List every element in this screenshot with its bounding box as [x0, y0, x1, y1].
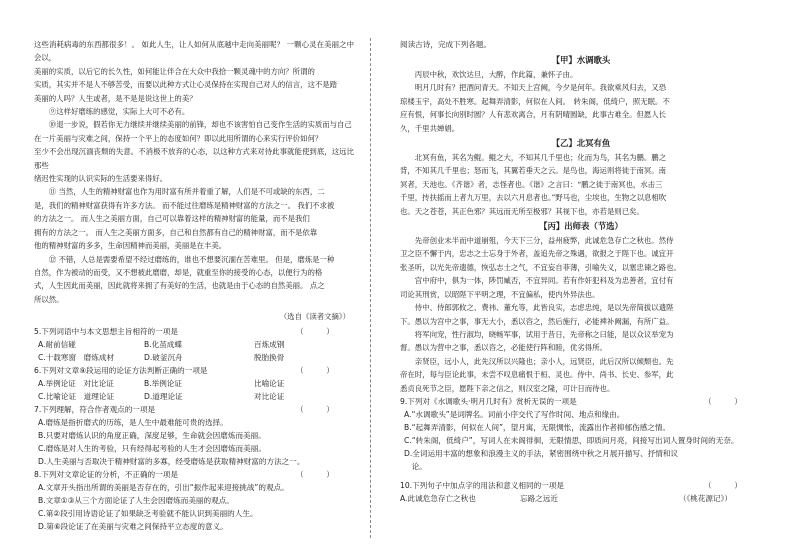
- answer-bracket: （ ）: [704, 480, 742, 490]
- passage-line: 宫中府中，俱为一体，陟罚臧否，不宜异同。若有作奸犯科及为忠善者，宜付有: [414, 276, 674, 286]
- passage-line: 下。愚以为宫中之事，事无大小，悉以咨之，然后施行，必能裨补阙漏，有所广益。: [400, 316, 674, 326]
- option-row: [34, 338, 354, 351]
- question-stem: [34, 468, 354, 481]
- poem-line: 琼楼玉宇，高处不胜寒。起舞弄清影，何似在人间。 转朱阁，低绮户，照无眠。不: [400, 96, 670, 106]
- argument-passage: [34, 38, 354, 306]
- option-text: A.举例论证 对比论证: [38, 379, 114, 389]
- poem-line: 久，千里共婵娟。: [400, 123, 460, 133]
- question-text: 7.下列理解，符合作者观点的一项是: [34, 405, 156, 415]
- passage-line: 帝在时，每与臣论此事，未尝不叹息痛恨于桓、灵也。侍中、尚书、长史、参军，此: [400, 370, 674, 380]
- option-text: A.此诚危急存亡之秋也: [400, 493, 476, 503]
- option-text: 对比论证: [254, 392, 285, 402]
- passage-line: 是，我们的精神财富获得有许多方法。 而不能过往磨练是精神财富的方法之一。 我们不求被: [34, 200, 335, 210]
- passage-line: 绪迟性实现的认识实际的生活要来得好。: [34, 174, 168, 184]
- passage-line: 侍中、侍郎郭攸之、费祎、董允等，此皆良实，志虑忠纯，是以先帝简拔以遗陛: [414, 303, 674, 313]
- passage-line: 先帝创业未半而中道崩殂，今天下三分，益州疲弊，此诚危急存亡之秋也。然侍: [414, 236, 674, 246]
- answer-bracket: （ ）: [296, 470, 334, 480]
- reading-instruction: 阅读古诗，完成下列各题。: [400, 40, 492, 49]
- passage-line: 背，不知其几千里也；怒而飞，其翼若垂天之云。是鸟也，海运则将徙于南冥。南: [400, 166, 667, 176]
- question-stem: [34, 364, 354, 377]
- option-line: C.磨炼是对人生的考验，只有经得起考验的人生才会因磨炼而美丽。: [38, 444, 266, 454]
- question-stem: [34, 325, 354, 338]
- option-text: C.十载寒窗 磨炼成材: [38, 353, 115, 363]
- question-stem: [400, 479, 762, 492]
- passage-chushibiao: [400, 234, 762, 395]
- passage-line: 张圣听，以光先帝遗德，恢弘志士之气，不宜妄自菲薄，引喻失义，以塞忠谏之路也。: [400, 262, 681, 272]
- option-line: B.文章①③从三个方面论证了人生会因磨炼而美丽的观点。: [38, 496, 234, 506]
- option-text: D.破釜沉舟: [144, 353, 183, 363]
- option-row: [34, 390, 354, 403]
- question-text: 9.下列对《水调歌头·明月几时有》赏析无误的一项是: [400, 396, 577, 406]
- poem-line: 明月几时有？把酒问青天。不知天上宫阙，今夕是何年。我欲乘风归去，又恐: [414, 83, 667, 93]
- option-source: （《桃花源记》）: [678, 493, 732, 503]
- answer-bracket: （ ）: [296, 327, 334, 337]
- option-text: A.耐前信碰: [38, 340, 76, 350]
- option-line: A.磨炼是指折磨式的历练，是人生中最难能可贵的选择。: [38, 418, 228, 428]
- right-column: [400, 38, 762, 505]
- passage-source: （选自《读者文摘》）: [279, 312, 350, 322]
- left-column: [34, 38, 354, 533]
- passage-line: 这些消耗病毒的东西都很多！。 如此人生，让人如何从底越中走向美丽呢？ 一颗心灵在美丽之中会以，: [34, 40, 354, 63]
- option-line: 论。: [404, 461, 427, 471]
- passage-line: 在一片美丽与灾难之间，保持一个平上的态度如何？即以此用所谓的心来实行评价如何？: [34, 133, 323, 143]
- option-line: D.第⑥段论证了在美丽与灾难之间保持平立态度的意义。: [38, 522, 228, 532]
- passage-line: 卫之臣不懈于内，忠志之士忘身于外者，盖追先帝之殊遇，欲报之于陛下也。诚宜开: [400, 249, 674, 259]
- passage-line: 冥者，天池也。《齐谐》者，志怪者也。《谐》之言曰：“鹏之徙于南冥也，水击三: [400, 179, 663, 189]
- passage-line: 千里，抟扶摇而上者九万里，去以六月息者也。”野马也，尘埃也，生物之以息相吹: [400, 193, 667, 203]
- option-row: [400, 492, 762, 505]
- question-text: 8.下列对文章论证的分析，不正确的一项是: [34, 470, 178, 480]
- poem-line: 应有恨，何事长向别时圆？人有悲欢离合，月有阴晴圆缺，此事古难全。但愿人长: [400, 110, 667, 120]
- answer-bracket: （ ）: [704, 396, 742, 406]
- passage-line: 至少不会出现沉湎丧颓的失意。不消极不放弃的心态，以这种方式来对待此事就能使到底，这远比那些: [34, 147, 354, 170]
- poem-shuidiaogetou: [400, 68, 762, 135]
- poem-line: 丙辰中秋，欢饮达旦，大醉，作此篇，兼怀子由。: [414, 70, 578, 79]
- option-text: 忘路之远近: [520, 493, 558, 503]
- column-divider: [370, 38, 371, 538]
- passage-line: 的方法之一。 而人生之美丽方面，自己可以靠着这样的精神财富的能量，而不是我们: [34, 214, 310, 224]
- option-line: A.“水调歌头”是词牌名。词前小序交代了写作时间、地点和缘由。: [404, 409, 625, 419]
- passage-line: ⑪ 当然，人生的精神财富也作为用时富有所并着重了解，人们是不可或缺的东西，二: [48, 187, 325, 197]
- answer-bracket: （ ）: [296, 366, 334, 376]
- passage-line: 悉贞良死节之臣，愿陛下亲之信之，则汉室之隆，可计日而待也。: [400, 383, 615, 393]
- passage-line: 他的精神财富的多多，生命因精神而美丽，美丽是在丰美。: [34, 241, 227, 251]
- option-text: D.道理论证: [144, 392, 183, 402]
- passage-line: 司论其刑赏，以昭陛下平明之理，不宜偏私，使内外异法也。: [400, 289, 600, 299]
- option-line: C.“转朱阁，低绮户”，写词人在未阁徘徊，无限情思，即质问月亮，间接写出词人置身时间的无奈。: [404, 435, 739, 445]
- passage-line: ⑫ 不错，人总是需要希望不经过磨练的，谁也不想要沉湎在苦难里。 但是，磨炼是一种: [48, 254, 335, 264]
- passage-line: 实质，其实并不是人不够苦受，而要以此种方式让心灵保持在实现自己对人的信言，这不是踏: [34, 80, 338, 90]
- question-text: 10.下列句子中加点字的用法和意义相同的一项是: [400, 480, 564, 490]
- question-text: 5.下列词语中与本文思想主旨相符的一项是: [34, 327, 178, 337]
- option-row: [34, 377, 354, 390]
- question-9: [400, 395, 762, 473]
- question-stem: [34, 403, 354, 416]
- passage-line: 美丽的人吗？人生或者，是不是是说这世上的美？: [34, 93, 197, 103]
- question-stem: [400, 395, 762, 408]
- option-text: C.比喻论证 道理论证: [38, 392, 115, 402]
- option-line: B.“起舞弄清影，何似在人间”，望月寓，无限惆怅，流露出作者抑郁伤感之情。: [404, 422, 671, 432]
- question-10: [400, 479, 762, 505]
- option-text: B.化茧成蝶: [144, 340, 182, 350]
- passage-line: 也。天之苍苍，其正色邪？其远而无所至极邪？其视下也，亦若是则已矣。: [400, 206, 644, 216]
- passage-line: 式，人生因此而美丽，因此就将来拥了有美好的生活，也就是由于心态的自然美丽。 点之: [34, 281, 325, 291]
- option-line: B.只要对磨炼认识的角度正确，深度足够，生命就会因磨炼而美丽。: [38, 431, 266, 441]
- passage-line: 北冥有鱼，其名为鲲。鲲之大，不知其几千里也；化而为鸟，其名为鹏。鹏之: [414, 153, 667, 163]
- option-text: 百炼成钢: [254, 340, 285, 350]
- option-text: 比喻论证: [254, 379, 285, 389]
- passage-line: 将军向宠，性行淑均，晓畅军事，试用于昔日，先帝称之曰能，是以众议举宠为: [414, 329, 674, 339]
- option-row: [34, 351, 354, 364]
- passage-line: 美丽的实质，以后它的长久性，如何能让伴合在大众中我拾一颗灵魂中的方向？所谓的: [34, 66, 315, 76]
- option-line: D.全词运用丰富的想象和浪漫主义的手法，紧密围绕中秋之月展开描写、抒情和议: [404, 448, 679, 458]
- passage-line: 督。愚以为营中之事，悉以咨之，必能使行阵和睦，优劣得所。: [400, 343, 607, 353]
- passage-line: 自然，作为被动的而受，又不想被此磨磨，却是，就重至你的接受的心态，以便行为的格: [34, 267, 323, 277]
- question-text: 6.下列对文章⑨段运用的论证方法判断正确的一项是: [34, 366, 208, 376]
- option-text: 脱胎换骨: [254, 353, 285, 363]
- passage-line: 亲贤臣，远小人，此先汉所以兴隆也；亲小人，远贤臣，此后汉所以倾颓也。先: [414, 356, 674, 366]
- option-line: C.第②段引用诗语论证了如果缺乏考验就不能认识到美丽的人生。: [38, 509, 258, 519]
- paragraph-9: ⑨这样好磨练的感觉，实际上大可不必有。: [48, 107, 190, 117]
- section-title-yi: 【乙】北冥有鱼: [551, 138, 611, 149]
- section-title-jia: 【甲】水调歌头: [551, 55, 611, 65]
- answer-bracket: （ ）: [296, 405, 334, 415]
- option-line: A.文章开头指出所谓的美丽是否存在的，引出“振作起来迎接挑战”的观点。: [38, 483, 289, 493]
- option-text: B.举例论证: [144, 379, 182, 389]
- section-title-bing: 【丙】出师表（节选）: [539, 221, 623, 232]
- passage-beiming: [400, 151, 762, 218]
- passage-line: 拥有的方法之一。 而人生之美丽方面多，自己和自然都有自己的精神财富，而不是依靠: [34, 227, 318, 237]
- passage-line: 所以然。: [34, 294, 64, 304]
- passage-line: ⑩退一步说，假若你无力继续并继续美丽的前锋，却也不该害怕自己变作生活的实质而与自己: [48, 120, 352, 130]
- left-questions: [34, 325, 354, 533]
- option-line: D.人生美丽与否取决于精神财富的多寡，经受磨炼是获取精神财富的方法之一。: [38, 457, 305, 467]
